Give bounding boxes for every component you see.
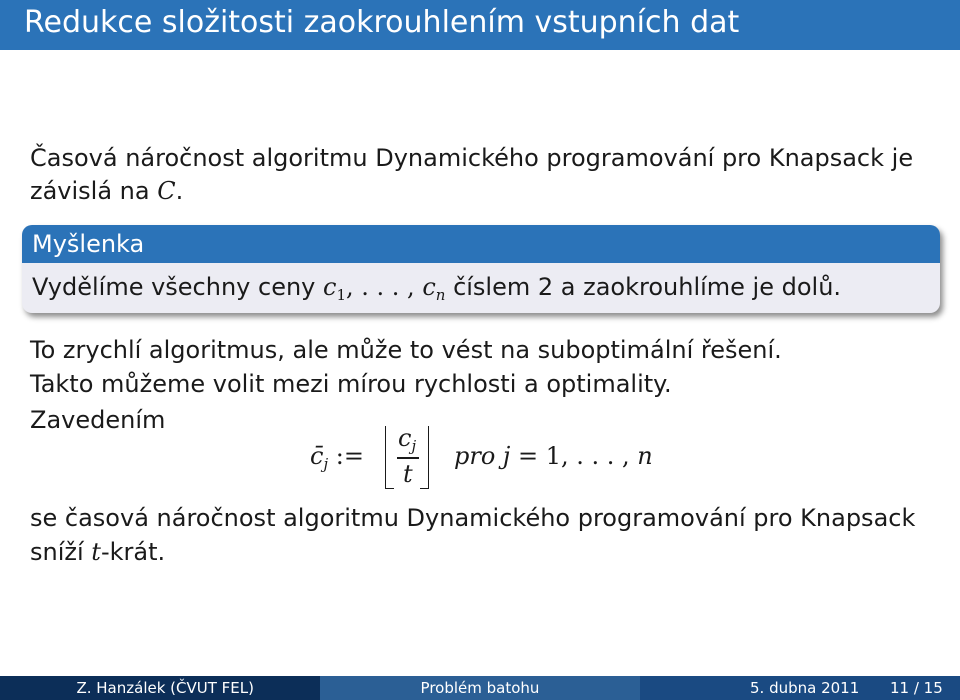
idea-block [22,225,940,313]
factor-t: t [91,538,101,566]
fraction-denominator: t [403,460,413,488]
slide-title: Redukce složitosti zaokrouhlením vstupních dat [0,0,960,50]
idea-block-heading: Myšlenka [22,225,940,263]
assign-symbol: := [328,442,364,470]
intro-text: závislá na [30,177,158,205]
idea-ellipsis: , . . . , [346,273,423,301]
fraction-bar [397,457,419,459]
intro-period: . [175,177,184,205]
range-values: = 1, . . . , [510,442,638,470]
formula-rhs [454,442,653,470]
range-label: pro j [454,442,511,470]
footer-date: 5. dubna 2011 [750,679,860,697]
idea-block-body [22,263,940,313]
idea-text-start: Vydělíme všechny ceny [32,273,324,301]
footer-bar [0,676,960,700]
footer-topic: Problém batohu [320,676,640,700]
rounded-price-subscript: j [323,455,329,473]
idea-text-end: číslem 2 a zaokrouhlíme je dolů. [445,273,842,301]
body-line-3: Zavedením [30,406,166,434]
rounded-price-symbol: c̄ [310,442,324,470]
footer-page-number: 11 / 15 [890,679,943,697]
intro-line-2 [30,175,183,207]
price-cn-subscript: n [435,286,446,304]
conclusion-line-2 [30,536,165,568]
price-c1: c [323,273,337,301]
range-n: n [637,442,653,470]
footer-date-page [640,676,960,700]
capacity-symbol: C [157,177,176,205]
floor-left-bracket [385,426,394,489]
body-line-2: Takto můžeme volit mezi mírou rychlosti a optimality. [30,370,672,398]
price-c1-subscript: 1 [336,286,347,304]
formula-lhs [310,442,364,473]
conclusion-end: -krát. [100,538,166,566]
body-line-1: To zrychlí algoritmus, ale může to vést na suboptimální řešení. [30,336,782,364]
rounding-formula [290,420,710,495]
fraction-numerator [398,424,416,455]
numerator-c: c [398,424,412,452]
price-cn: c [422,273,436,301]
conclusion-line-1: se časová náročnost algoritmu Dynamického programování pro Knapsack [30,504,916,532]
footer-author: Z. Hanzálek (ČVUT FEL) [0,676,320,700]
numerator-subscript: j [411,437,417,455]
conclusion-text: sníží [30,538,92,566]
floor-right-bracket [420,426,429,489]
intro-line-1: Časová náročnost algoritmu Dynamického programování pro Knapsack je [30,144,914,172]
